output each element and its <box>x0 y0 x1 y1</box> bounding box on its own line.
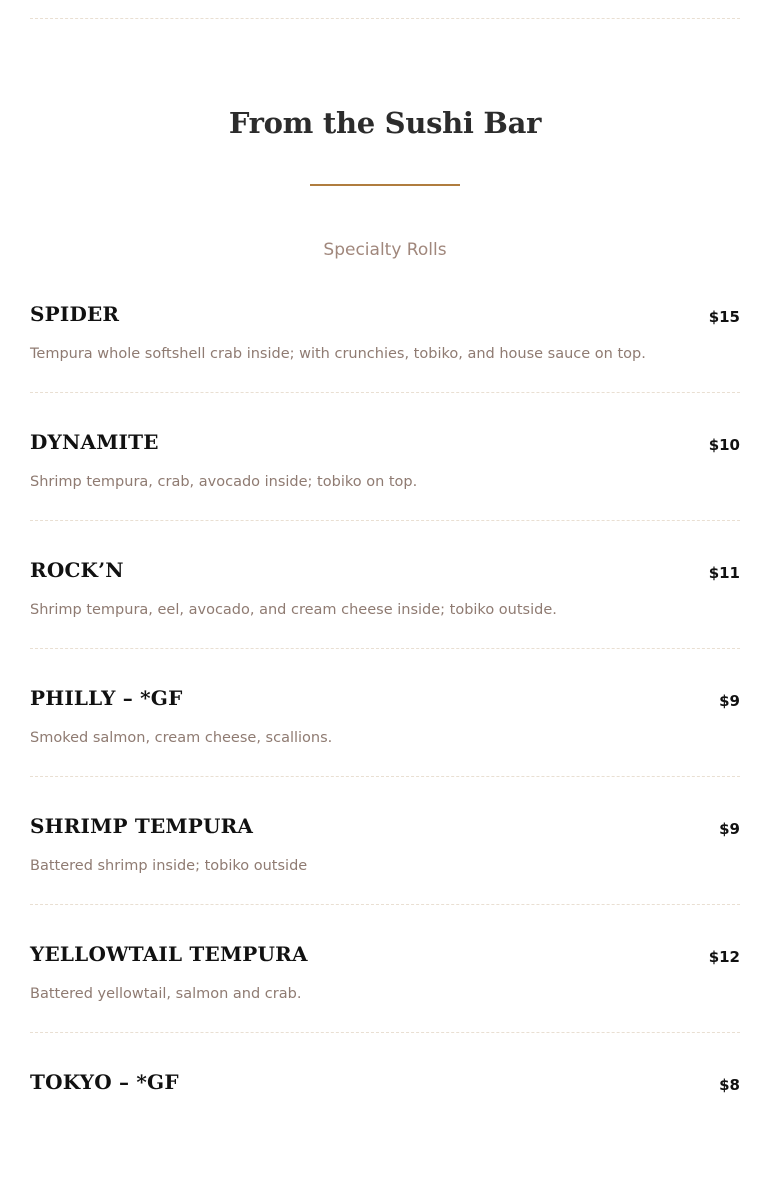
menu-item <box>30 300 740 428</box>
item-price: $9 <box>719 692 740 710</box>
item-name: DYNAMITE <box>30 430 159 454</box>
item-divider <box>30 904 740 905</box>
menu-item-list <box>30 300 740 1196</box>
menu-item <box>30 1068 740 1196</box>
item-price: $9 <box>719 820 740 838</box>
item-divider <box>30 1032 740 1033</box>
item-divider <box>30 648 740 649</box>
menu-item <box>30 428 740 556</box>
item-divider <box>30 776 740 777</box>
item-divider <box>30 520 740 521</box>
menu-item <box>30 556 740 684</box>
section-divider <box>30 18 740 19</box>
item-name: ROCK’N <box>30 558 124 582</box>
subsection-title: Specialty Rolls <box>323 240 447 260</box>
item-description: Shrimp tempura, crab, avocado inside; tobiko on top. <box>30 474 418 490</box>
item-price: $11 <box>708 564 740 582</box>
item-name: YELLOWTAIL TEMPURA <box>30 942 308 966</box>
item-name: SHRIMP TEMPURA <box>30 814 254 838</box>
menu-item <box>30 812 740 940</box>
section-title: From the Sushi Bar <box>228 106 542 140</box>
item-price: $12 <box>708 948 740 966</box>
item-price: $8 <box>719 1076 740 1094</box>
title-underline <box>310 184 460 186</box>
item-description: Shrimp tempura, eel, avocado, and cream cheese inside; tobiko outside. <box>30 602 557 618</box>
item-description: Smoked salmon, cream cheese, scallions. <box>30 730 333 746</box>
item-name: SPIDER <box>30 302 120 326</box>
item-price: $15 <box>708 308 740 326</box>
item-description: Battered shrimp inside; tobiko outside <box>30 858 308 874</box>
item-divider <box>30 392 740 393</box>
item-price: $10 <box>708 436 740 454</box>
menu-item <box>30 684 740 812</box>
item-description: Tempura whole softshell crab inside; with crunchies, tobiko, and house sauce on top. <box>30 346 646 362</box>
item-name: PHILLY – *GF <box>30 686 183 710</box>
menu-item <box>30 940 740 1068</box>
item-name: TOKYO – *GF <box>30 1070 179 1094</box>
item-description: Battered yellowtail, salmon and crab. <box>30 986 302 1002</box>
